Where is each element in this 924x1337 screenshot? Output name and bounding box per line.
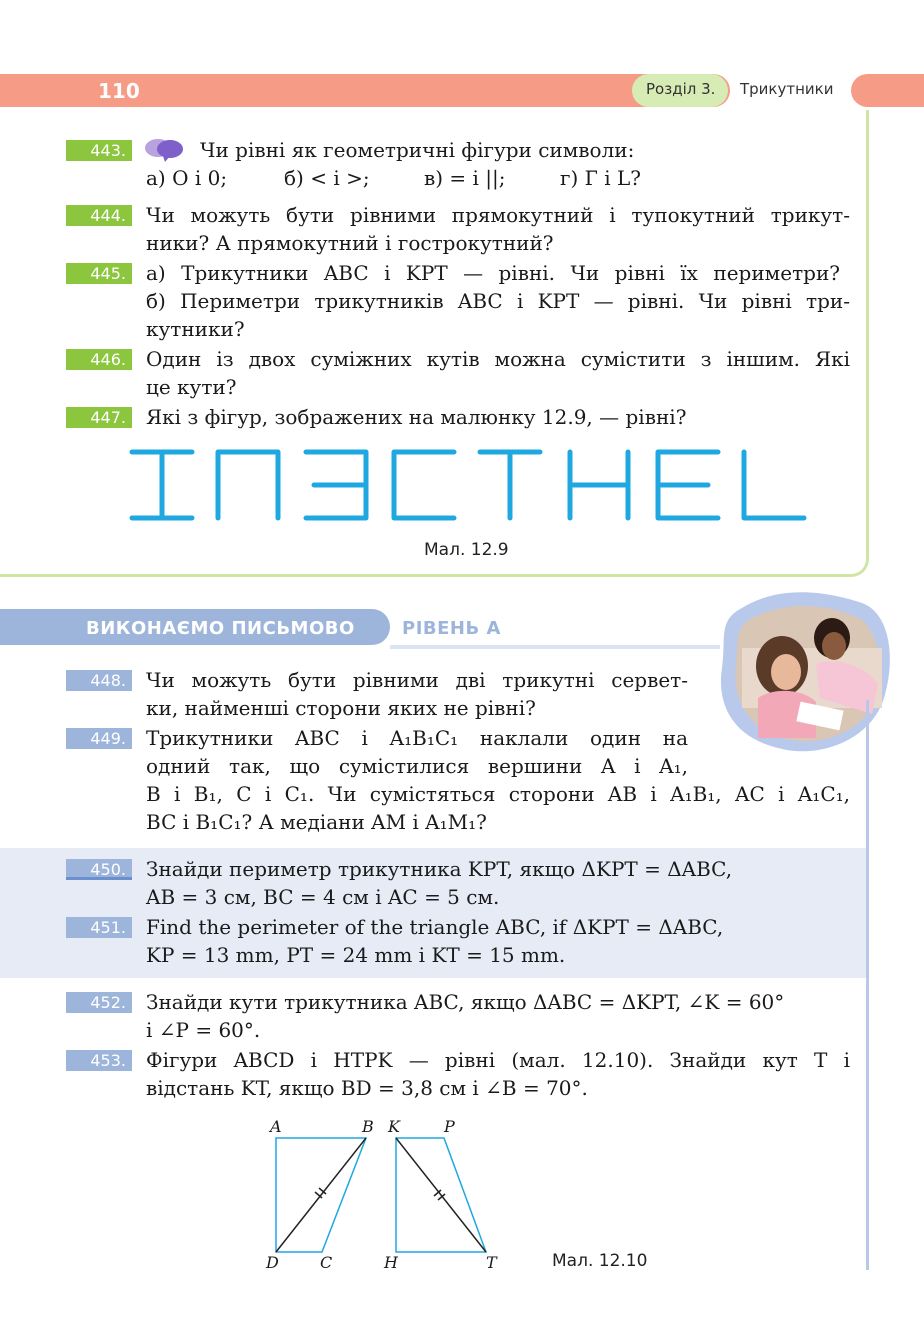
letter-i-shape bbox=[132, 452, 192, 518]
exercise-452-line-1: Знайди кути трикутника ABC, якщо ΔABC = ΔKPT, ∠K = 60° bbox=[146, 990, 785, 1014]
exercise-number-451: 451. bbox=[66, 917, 132, 938]
letter-ze-shape bbox=[306, 452, 366, 518]
exercise-443-option-d: г) Г і L? bbox=[560, 166, 641, 190]
exercise-number-443: 443. bbox=[66, 140, 132, 161]
exercise-number-452: 452. bbox=[66, 992, 132, 1013]
exercise-number-444: 444. bbox=[66, 205, 132, 226]
vertex-label-k: K bbox=[388, 1117, 400, 1136]
letter-en-shape bbox=[570, 452, 628, 518]
exercise-444-line-2: ники? А прямокутний і гострокутний? bbox=[146, 231, 554, 255]
right-margin-rule bbox=[866, 700, 869, 1270]
exercise-443-option-c: в) = і ||; bbox=[424, 166, 506, 190]
exercise-449-line-1: Трикутники ABC і A₁B₁C₁ наклали один на bbox=[146, 726, 688, 750]
exercise-448-line-1: Чи можуть бути рівними дві трикутні сервет- bbox=[146, 668, 688, 692]
exercise-445-line-1: а) Трикутники ABC і KPT — рівні. Чи рівні їх периметри? bbox=[146, 261, 840, 285]
discussion-icon bbox=[143, 137, 187, 163]
written-section-title: ВИКОНАЄМО ПИСЬМОВО bbox=[86, 618, 355, 639]
level-label: РІВЕНЬ А bbox=[402, 618, 501, 639]
exercise-449-line-4: BC і B₁C₁? А медіани AM і A₁M₁? bbox=[146, 810, 487, 834]
exercise-453-line-2: відстань KT, якщо BD = 3,8 см і ∠B = 70°. bbox=[146, 1076, 588, 1100]
page-number: 110 bbox=[98, 79, 140, 103]
exercise-451-line-2: KP = 13 mm, PT = 24 mm і KT = 15 mm. bbox=[146, 943, 566, 967]
figure-12-10-diagonals bbox=[276, 1138, 486, 1252]
level-underline bbox=[390, 645, 720, 649]
exercise-447-line-1: Які з фігур, зображених на малюнку 12.9, — рівні? bbox=[146, 405, 687, 429]
figure-12-9-caption: Мал. 12.9 bbox=[424, 540, 509, 560]
exercise-443-option-a: а) O і 0; bbox=[146, 166, 228, 190]
vertex-label-a: A bbox=[270, 1117, 282, 1136]
exercise-445-line-3: кутники? bbox=[146, 317, 245, 341]
exercise-number-446: 446. bbox=[66, 349, 132, 370]
vertex-label-p: P bbox=[444, 1117, 455, 1136]
letter-te-shape bbox=[480, 452, 540, 518]
vertex-label-h: H bbox=[384, 1253, 398, 1272]
vertex-label-t: T bbox=[486, 1253, 497, 1272]
exercise-number-453: 453. bbox=[66, 1050, 132, 1071]
vertex-label-c: C bbox=[320, 1253, 333, 1272]
figure-12-10-caption: Мал. 12.10 bbox=[552, 1251, 648, 1271]
exercise-443-text: Чи рівні як геометричні фігури символи: bbox=[200, 138, 635, 162]
exercise-445-line-2: б) Периметри трикутників ABC і KPT — рівні. Чи рівні три- bbox=[146, 289, 850, 313]
figure-12-10 bbox=[260, 1110, 520, 1280]
exercise-number-449: 449. bbox=[66, 728, 132, 749]
exercise-446-line-2: це кути? bbox=[146, 375, 237, 399]
chapter-title: Трикутники bbox=[740, 80, 834, 98]
exercise-number-448: 448. bbox=[66, 670, 132, 691]
header-right-tab bbox=[851, 74, 924, 107]
exercise-453-line-1: Фігури ABCD і HTPK — рівні (мал. 12.10). Знайди кут T і bbox=[146, 1048, 850, 1072]
letter-pe-shape bbox=[218, 452, 278, 518]
exercise-452-line-2: і ∠P = 60°. bbox=[146, 1018, 261, 1042]
exercise-446-line-1: Один із двох суміжних кутів можна сумістити з іншим. Які bbox=[146, 347, 850, 371]
exercise-451-line-1: Find the perimeter of the triangle ABC, if ΔKPT = ΔABC, bbox=[146, 915, 724, 939]
exercise-443-option-b: б) < і >; bbox=[284, 166, 370, 190]
vertex-label-b: B bbox=[362, 1117, 374, 1136]
exercise-number-447: 447. bbox=[66, 407, 132, 428]
letter-e-shape bbox=[658, 452, 718, 518]
figure-12-10-outlines bbox=[276, 1138, 486, 1252]
exercise-number-445: 445. bbox=[66, 263, 132, 284]
exercise-450-line-2: AB = 3 см, BC = 4 см і AC = 5 см. bbox=[146, 885, 500, 909]
exercise-449-line-3: B і B₁, C і C₁. Чи сумістяться сторони AB і A₁B₁, AC і A₁C₁, bbox=[146, 782, 850, 806]
vertex-label-d: D bbox=[266, 1253, 279, 1272]
chapter-label: Розділ 3. bbox=[646, 80, 716, 98]
exercise-number-450: 450. bbox=[66, 859, 132, 880]
exercise-450-line-1: Знайди периметр трикутника KPT, якщо ΔKPT = ΔABC, bbox=[146, 857, 733, 881]
letter-e-reversed-shape bbox=[394, 452, 454, 518]
exercise-448-line-2: ки, найменші сторони яких не рівні? bbox=[146, 696, 536, 720]
exercise-444-line-1: Чи можуть бути рівними прямокутний і тупокутний трикут- bbox=[146, 203, 850, 227]
figure-12-9-letters bbox=[128, 446, 808, 526]
letter-l-shape bbox=[744, 452, 804, 518]
exercise-449-line-2: одний так, що сумістилися вершини A і A₁, bbox=[146, 754, 688, 778]
